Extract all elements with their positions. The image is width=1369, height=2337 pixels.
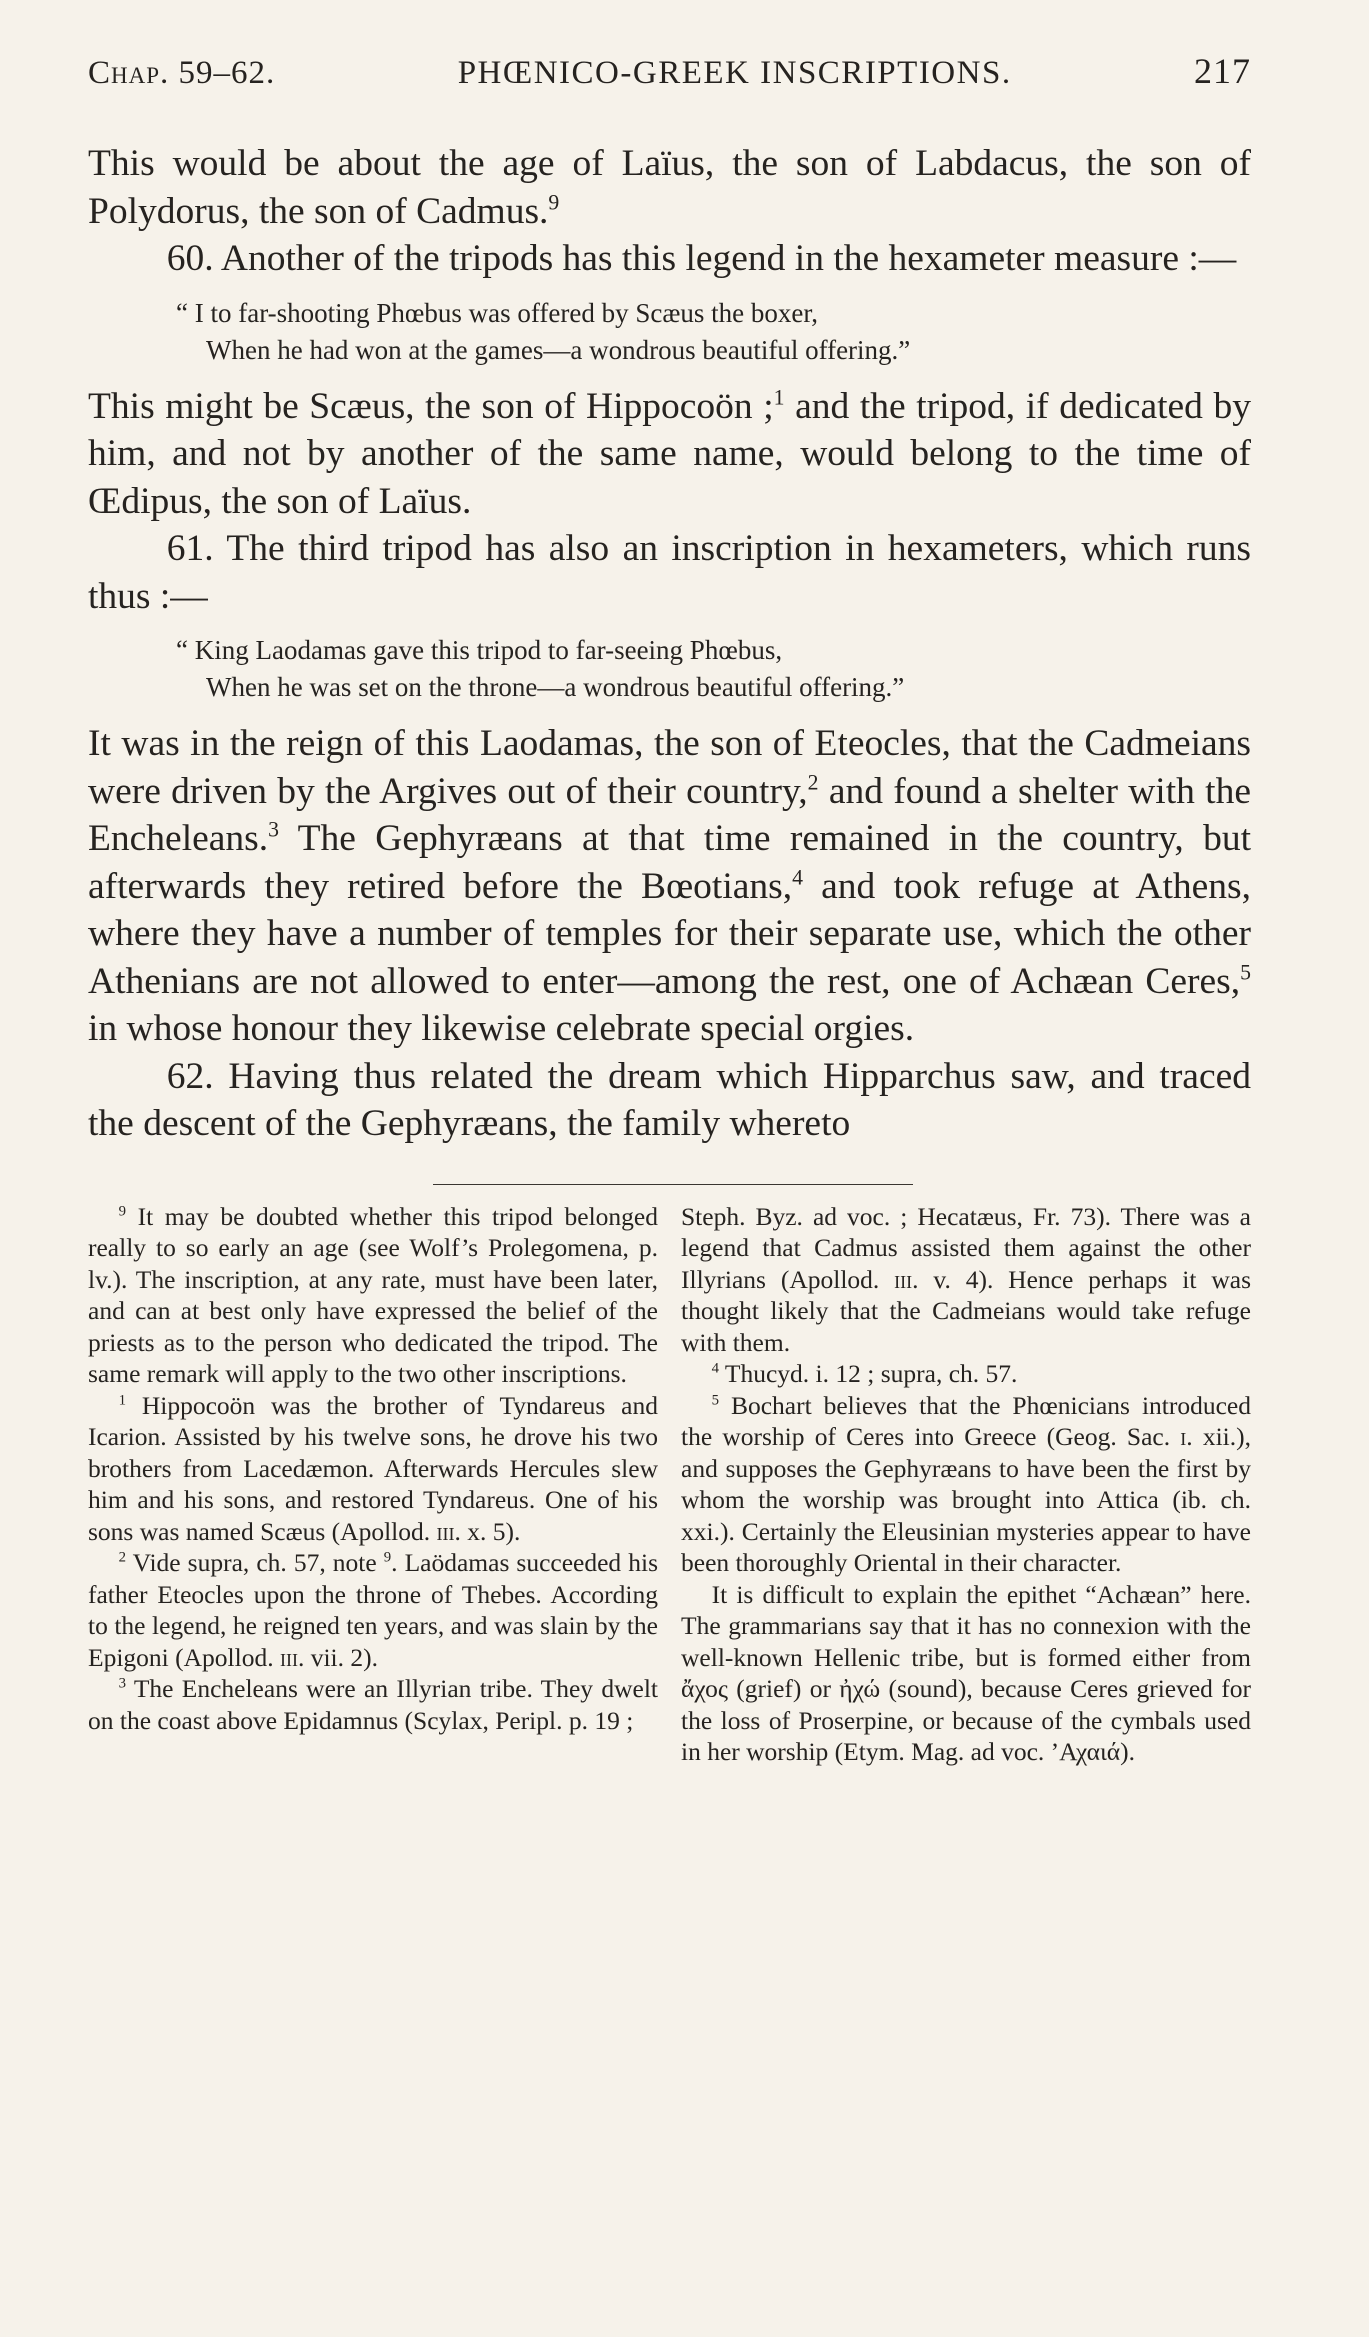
- footnote-rule: [433, 1184, 913, 1185]
- running-title: PHŒNICO-GREEK INSCRIPTIONS.: [457, 55, 1012, 91]
- footnote-column-left: [88, 1201, 658, 1768]
- paragraph-scaeus: This might be Scæus, the son of Hippocoön ;$^1$ and the tripod, if dedicated by him, and not by another of the same name, would belong to the time of Œdipus, the son of Laïus.: [88, 385, 1251, 522]
- footnote-ref: 9: [548, 190, 560, 214]
- footnote-5: $^5$ Bochart believes that the Phœnicians introduced the worship of Ceres into Greece (Geog. Sac. i. xii.), and supposes the Gephyræans to have been the first by whom the worship was brought into Attica (ib. ch. xxi.). Certainly the Eleusinian mysteries appear to have been thoroughly Oriental in their character.: [681, 1390, 1251, 1577]
- paragraph-61: 61. The third tripod has also an inscription in hexameters, which runs thus :—: [88, 528, 1251, 617]
- footnote-4: $^4$ Thucyd. i. 12 ; supra, ch. 57.: [711, 1359, 1018, 1388]
- footnote-ref: 1: [773, 385, 785, 409]
- chapter-range: Chap. 59–62.: [88, 55, 276, 91]
- inscription-quote-1: “ I to far-shooting Phœbus was offered by Scæus the boxer, When he had won at the games—a wondrous beautiful offering.”: [176, 297, 911, 365]
- footnote-ref: 3: [268, 817, 279, 842]
- footnote-1: $^1$ Hippocoön was the brother of Tyndareus and Icarion. Assisted by his twelve sons, he drove his two brothers from Lacedæmon. Afterwards Hercules slew him and his sons, and restored Tyndareus. One of his sons was named Scæus (Apollod. iii. x. 5).: [88, 1390, 658, 1546]
- footnote-5-continued: It is difficult to explain the epithet “Achæan” here. The grammarians say that it has no connexion with the well-known Hellenic tribe, but is formed either from ἄχος (grief) or ἠχώ (sound), because Ceres grieved for the loss of Proserpine, or because of the cymbals used in her worship (Etym. Mag. ad voc. ’Αχαιά).: [681, 1579, 1251, 1766]
- footnote-column-right: [681, 1201, 1251, 1768]
- footnote-9: $^9$ It may be doubted whether this tripod belonged really to so early an age (see Wolf’s Prolegomena, p. lv.). The inscription, at any rate, must have been later, and can at best only have expressed the belief of the priests as to the person who dedicated the tripod. The same remark will apply to the two other inscriptions.: [88, 1201, 658, 1388]
- footnote-ref: 4: [792, 865, 803, 889]
- footnotes: [88, 1201, 1251, 1768]
- running-head: [88, 50, 1251, 110]
- footnote-2: $^2$ Vide supra, ch. 57, note $^9$. Laödamas succeeded his father Eteocles upon the throne of Thebes. According to the legend, he reigned ten years, and was slain by the Epigoni (Apollod. iii. vii. 2).: [88, 1548, 659, 1672]
- page-number: 217: [1194, 51, 1251, 91]
- footnote-ref: 5: [1240, 960, 1251, 984]
- footnote-ref: 2: [807, 770, 819, 794]
- paragraph-laius: This would be about the age of Laïus, the son of Labdacus, the son of Polydorus, the son of Cadmus.$^9$: [88, 143, 1251, 232]
- paragraph-62: 62. Having thus related the dream which Hipparchus saw, and traced the descent of the Gephyræans, the family whereto: [88, 1055, 1251, 1144]
- paragraph-laodamas: It was in the reign of this Laodamas, the son of Eteocles, that the Cadmeians were driven by the Argives out of their country,$^2$ and found a shelter with the Encheleans.$^3$ The Gephyræans at that time remained in the country, but afterwards they retired before the Bœotians,$^4$ and took refuge at Athens, where they have a number of temples for their separate use, which the other Athenians are not allowed to enter—among the rest, one of Achæan Ceres,$^5$ in whose honour they likewise celebrate special orgies.: [88, 723, 1251, 1049]
- paragraph-60: 60. Another of the tripods has this legend in the hexameter measure :—: [166, 238, 1237, 279]
- footnote-3-continued: Steph. Byz. ad voc. ; Hecatæus, Fr. 73). There was a legend that Cadmus assisted them against the other Illyrians (Apollod. iii. v. 4). Hence perhaps it was thought likely that the Cadmeians would take refuge with them.: [681, 1201, 1251, 1357]
- footnote-3: $^3$ The Encheleans were an Illyrian tribe. They dwelt on the coast above Epidamnus (Scylax, Peripl. p. 19 ;: [88, 1674, 658, 1735]
- main-text: [88, 140, 1251, 1148]
- inscription-quote-2: “ King Laodamas gave this tripod to far-seeing Phœbus, When he was set on the throne—a wondrous beautiful offering.”: [176, 635, 905, 702]
